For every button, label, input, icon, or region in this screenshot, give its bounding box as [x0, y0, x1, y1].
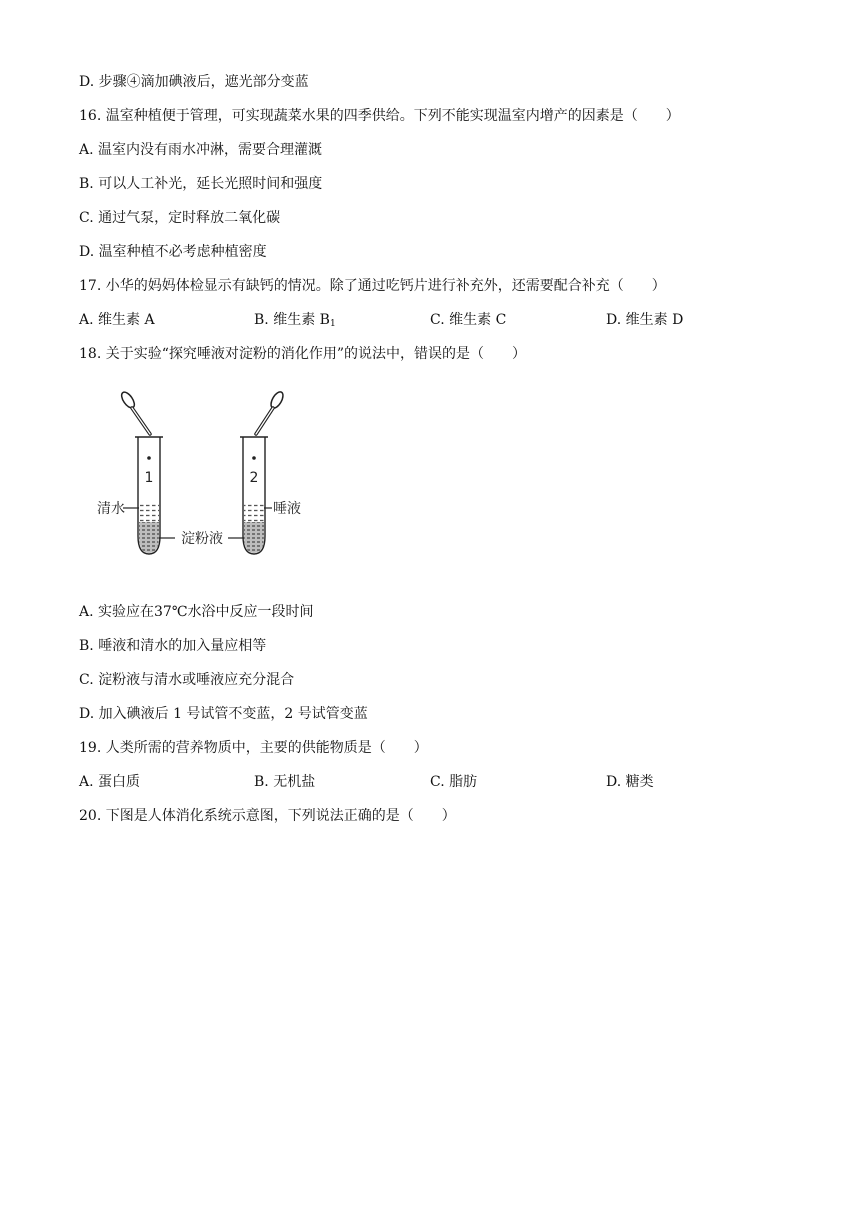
label-starch: 淀粉液	[181, 531, 223, 547]
q17-stem: 17. 小华的妈妈体检显示有缺钙的情况。除了通过吃钙片进行补充外，还需要配合补充（ ）	[79, 278, 666, 294]
q19-option-a: A. 蛋白质	[79, 774, 141, 790]
dropper-1-icon	[119, 390, 150, 434]
label-water: 清水	[97, 501, 125, 517]
q15-option-d: D. 步骤④滴加碘液后，遮光部分变蓝	[79, 74, 309, 90]
q16-option-a: A. 温室内没有雨水冲淋，需要合理灌溉	[79, 142, 323, 158]
q16-stem: 16. 温室种植便于管理，可实现蔬菜水果的四季供给。下列不能实现温室内增产的因素是（ ）	[79, 108, 680, 124]
tube-1-number: 1	[144, 470, 154, 486]
q16-option-d: D. 温室种植不必考虑种植密度	[79, 244, 267, 260]
test-tube-2	[240, 437, 268, 554]
q17-option-c: C. 维生素 C	[430, 312, 507, 328]
q18-option-a: A. 实验应在37℃水浴中反应一段时间	[79, 604, 314, 620]
test-tube-1	[135, 437, 163, 554]
q18-stem: 18. 关于实验“探究唾液对淀粉的消化作用”的说法中，错误的是（ ）	[79, 346, 527, 362]
q18-option-d: D. 加入碘液后 1 号试管不变蓝，2 号试管变蓝	[79, 706, 368, 722]
q17-option-b-text: B. 维生素 B	[254, 312, 330, 328]
q16-option-b: B. 可以人工补光，延长光照时间和强度	[79, 176, 323, 192]
q19-option-d: D. 糖类	[606, 774, 654, 790]
test-tube-figure	[92, 388, 322, 563]
q18-option-b: B. 唾液和清水的加入量应相等	[79, 638, 267, 654]
q17-option-b	[254, 310, 336, 334]
label-saliva: 唾液	[273, 501, 301, 517]
q19-option-b: B. 无机盐	[254, 774, 316, 790]
q19-stem: 19. 人类所需的营养物质中，主要的供能物质是（ ）	[79, 740, 428, 756]
q20-stem: 20. 下图是人体消化系统示意图，下列说法正确的是（ ）	[79, 808, 456, 824]
q17-option-a: A. 维生素 A	[79, 312, 155, 328]
dropper-2-icon	[256, 390, 285, 434]
q17-option-d: D. 维生素 D	[606, 312, 684, 328]
tube-2-number: 2	[249, 470, 259, 486]
q16-option-c: C. 通过气泵，定时释放二氧化碳	[79, 210, 281, 226]
q17-option-b-subscript: 1	[329, 319, 336, 329]
q18-option-c: C. 淀粉液与清水或唾液应充分混合	[79, 672, 295, 688]
q19-option-c: C. 脂肪	[430, 774, 478, 790]
